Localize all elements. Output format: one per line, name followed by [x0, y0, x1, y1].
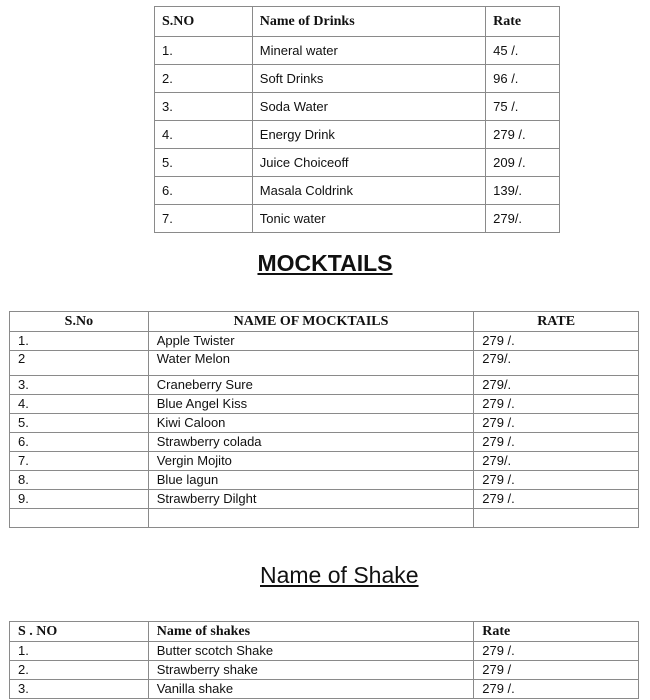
table-header-row [155, 7, 560, 37]
header-rate: Rate [486, 7, 560, 37]
empty-cell [10, 509, 149, 528]
name-cell: Strawberry colada [148, 433, 473, 452]
table-row [10, 452, 639, 471]
name-cell: Vanilla shake [148, 680, 473, 699]
table-row [155, 177, 560, 205]
table-row [10, 661, 639, 680]
header-name: NAME OF MOCKTAILS [148, 312, 473, 332]
table-row [10, 490, 639, 509]
rate-cell: 279 /. [474, 414, 639, 433]
drinks-table [154, 6, 560, 233]
sno-cell: 2. [155, 65, 253, 93]
sno-cell: 2 [10, 351, 149, 376]
name-cell: Vergin Mojito [148, 452, 473, 471]
table-row [10, 351, 639, 376]
table-row [10, 471, 639, 490]
name-cell: Butter scotch Shake [148, 642, 473, 661]
sno-cell: 3. [155, 93, 253, 121]
sno-cell: 9. [10, 490, 149, 509]
name-cell: Blue lagun [148, 471, 473, 490]
shakes-heading: Name of Shake [260, 562, 419, 588]
table-row [155, 93, 560, 121]
table-row [155, 149, 560, 177]
table-row [10, 414, 639, 433]
name-cell: Soda Water [252, 93, 485, 121]
sno-cell: 4. [10, 395, 149, 414]
table-row [155, 37, 560, 65]
name-cell: Juice Choiceoff [252, 149, 485, 177]
header-sno: S . NO [10, 622, 149, 642]
header-sno: S.NO [155, 7, 253, 37]
name-cell: Mineral water [252, 37, 485, 65]
sno-cell: 5. [155, 149, 253, 177]
sno-cell: 6. [10, 433, 149, 452]
rate-cell: 279 /. [474, 471, 639, 490]
sno-cell: 1. [10, 642, 149, 661]
table-row [10, 332, 639, 351]
table-row [10, 680, 639, 699]
name-cell: Masala Coldrink [252, 177, 485, 205]
table-row [10, 376, 639, 395]
mocktails-heading: MOCKTAILS [257, 250, 393, 276]
shakes-table [9, 621, 639, 699]
empty-cell [474, 509, 639, 528]
table-header-row [10, 622, 639, 642]
name-cell: Craneberry Sure [148, 376, 473, 395]
table-row [155, 205, 560, 233]
rate-cell: 279 /. [474, 680, 639, 699]
table-row [155, 121, 560, 149]
name-cell: Water Melon [148, 351, 473, 376]
header-name: Name of shakes [148, 622, 473, 642]
rate-cell: 279/. [474, 351, 639, 376]
rate-cell: 96 /. [486, 65, 560, 93]
sno-cell: 1. [10, 332, 149, 351]
rate-cell: 279 /. [474, 395, 639, 414]
rate-cell: 279 /. [486, 121, 560, 149]
sno-cell: 7. [155, 205, 253, 233]
sno-cell: 5. [10, 414, 149, 433]
rate-cell: 279/. [474, 376, 639, 395]
table-row [10, 642, 639, 661]
rate-cell: 139/. [486, 177, 560, 205]
header-rate: RATE [474, 312, 639, 332]
rate-cell: 279/. [474, 452, 639, 471]
sno-cell: 3. [10, 376, 149, 395]
rate-cell: 279 /. [474, 642, 639, 661]
table-row [155, 65, 560, 93]
rate-cell: 279 / [474, 661, 639, 680]
sno-cell: 1. [155, 37, 253, 65]
rate-cell: 75 /. [486, 93, 560, 121]
empty-row [10, 509, 639, 528]
table-row [10, 433, 639, 452]
sno-cell: 8. [10, 471, 149, 490]
name-cell: Blue Angel Kiss [148, 395, 473, 414]
rate-cell: 279 /. [474, 433, 639, 452]
header-rate: Rate [474, 622, 639, 642]
sno-cell: 3. [10, 680, 149, 699]
name-cell: Soft Drinks [252, 65, 485, 93]
rate-cell: 279 /. [474, 490, 639, 509]
sno-cell: 2. [10, 661, 149, 680]
rate-cell: 209 /. [486, 149, 560, 177]
name-cell: Tonic water [252, 205, 485, 233]
mocktails-table [9, 311, 639, 528]
name-cell: Strawberry Dilght [148, 490, 473, 509]
name-cell: Energy Drink [252, 121, 485, 149]
name-cell: Apple Twister [148, 332, 473, 351]
header-sno: S.No [10, 312, 149, 332]
rate-cell: 279 /. [474, 332, 639, 351]
name-cell: Strawberry shake [148, 661, 473, 680]
table-row [10, 395, 639, 414]
empty-cell [148, 509, 473, 528]
rate-cell: 45 /. [486, 37, 560, 65]
name-cell: Kiwi Caloon [148, 414, 473, 433]
header-name: Name of Drinks [252, 7, 485, 37]
sno-cell: 6. [155, 177, 253, 205]
rate-cell: 279/. [486, 205, 560, 233]
sno-cell: 4. [155, 121, 253, 149]
table-header-row [10, 312, 639, 332]
sno-cell: 7. [10, 452, 149, 471]
